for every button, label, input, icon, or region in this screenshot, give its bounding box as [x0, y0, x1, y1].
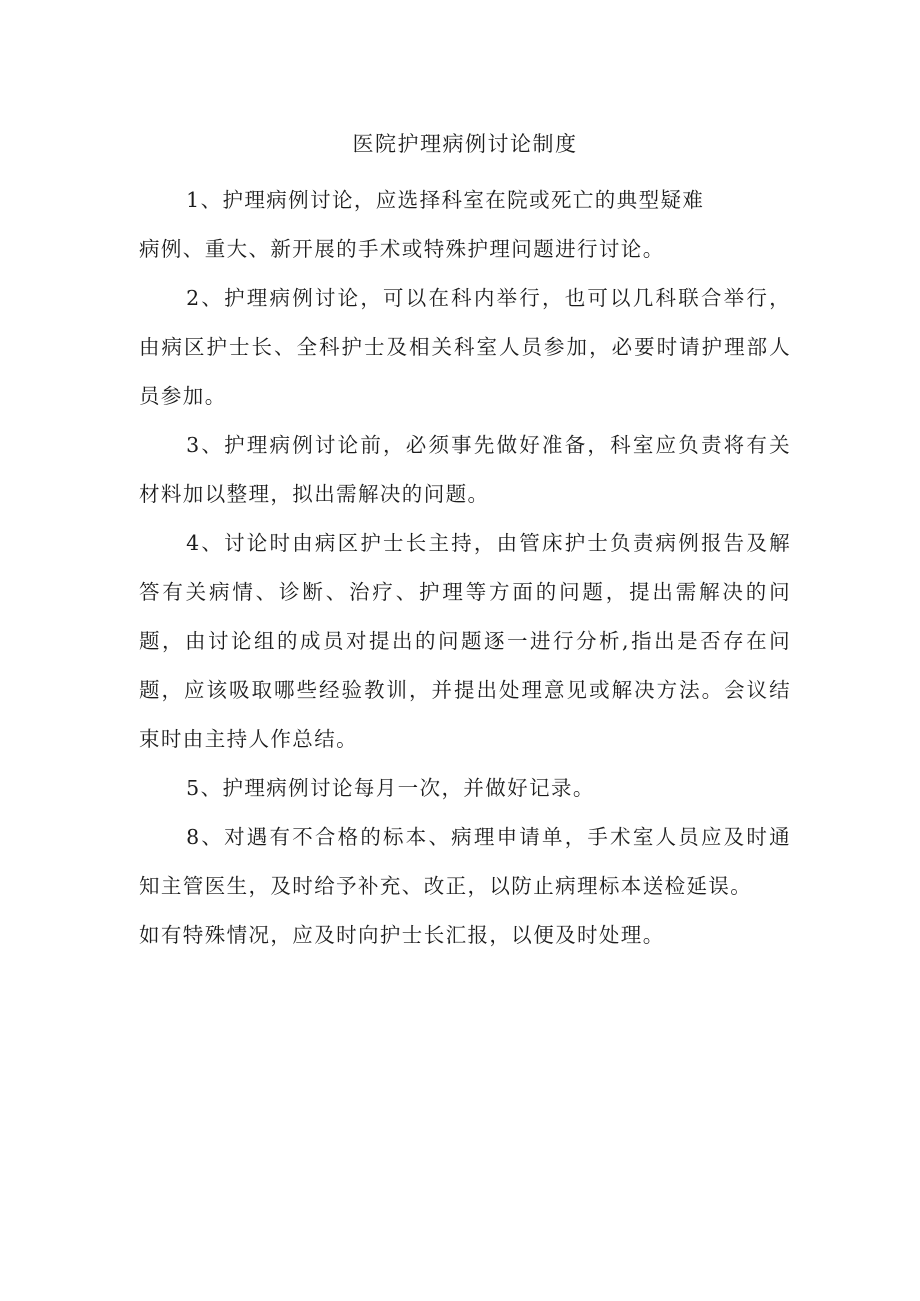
paragraph-2: 2、护理病例讨论，可以在科内举行，也可以几科联合举行，由病区护士长、全科护士及相关科室人员参加，必要时请护理部人员参加。 — [139, 286, 791, 408]
paragraph-3: 3、护理病例讨论前，必须事先做好准备，科室应负责将有关材料加以整理，拟出需解决的问题。 — [139, 433, 791, 506]
paragraph-1-line-1: 1、护理病例讨论，应选择科室在院或死亡的典型疑难 — [186, 188, 705, 212]
paragraph-4: 4、讨论时由病区护士长主持，由管床护士负责病例报告及解答有关病情、诊断、治疗、护理等方面的问题，提出需解决的问题，由讨论组的成员对提出的问题逐一进行分析,指出是否存在问题，应该吸取哪些经验教训，并提出处理意见或解决方法。会议结束时由主持人作总结。 — [139, 531, 791, 751]
paragraph-5: 5、护理病例讨论每月一次，并做好记录。 — [186, 776, 595, 800]
paragraph-8: 8、对遇有不合格的标本、病理申请单，手术室人员应及时通知主管医生，及时给予补充、改正，以防止病理标本送检延误。 — [139, 825, 791, 898]
document-body — [139, 124, 791, 960]
paragraph-1-line-2: 病例、重大、新开展的手术或特殊护理问题进行讨论。 — [139, 237, 665, 261]
document-title: 医院护理病例讨论制度 — [352, 132, 578, 156]
paragraph-8-continuation: 如有特殊情况，应及时向护士长汇报，以便及时处理。 — [139, 923, 665, 947]
